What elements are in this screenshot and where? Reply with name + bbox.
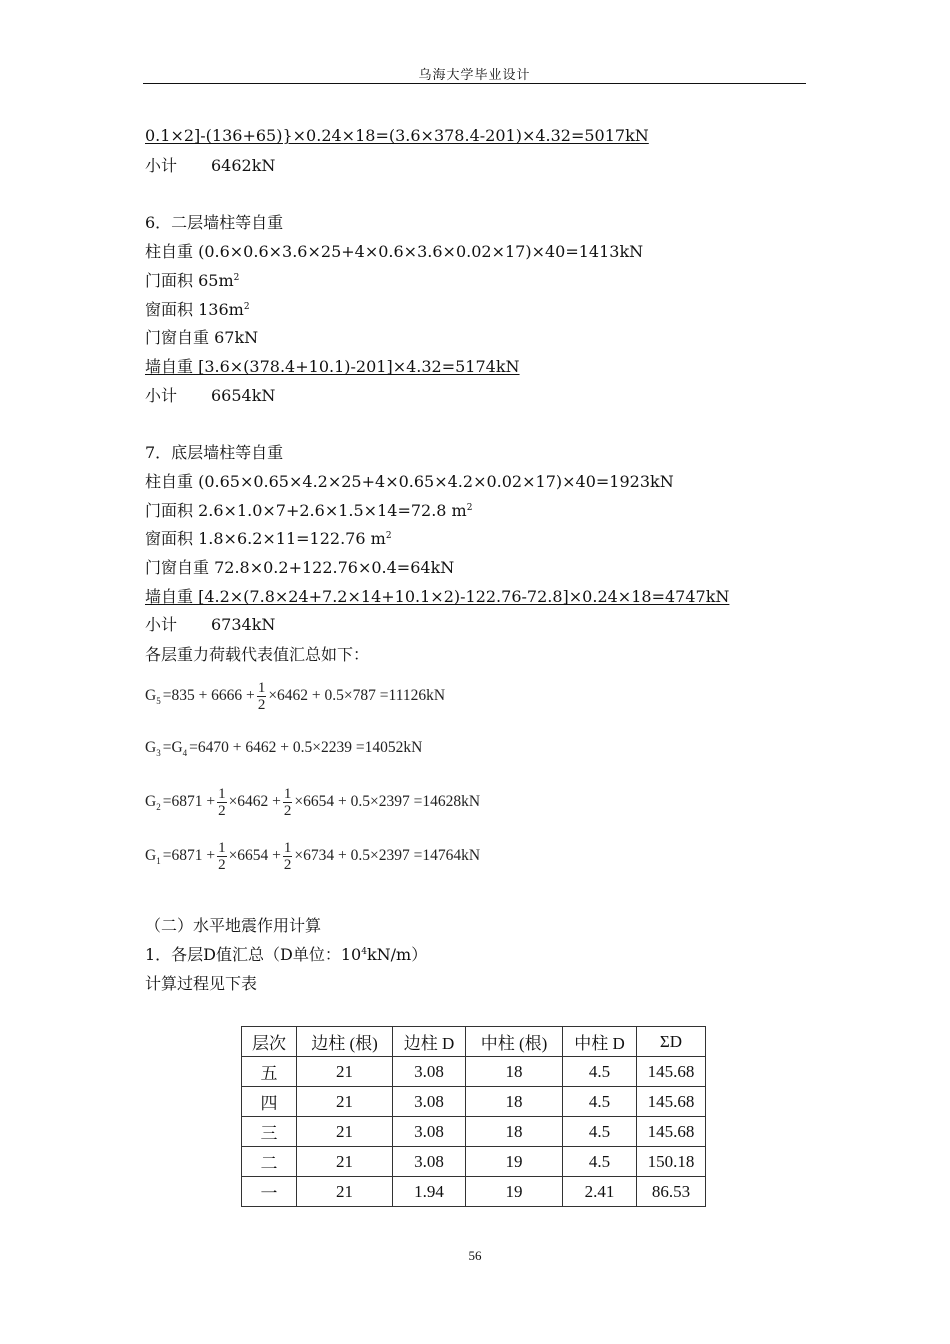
table-cell: 18 (466, 1087, 563, 1117)
table-cell: 145.68 (637, 1087, 706, 1117)
d-value-heading: 1．各层D值汇总（D单位：$10^4kN/m$） (145, 945, 428, 964)
table-cell: 4.5 (563, 1057, 637, 1087)
table-cell: 4.5 (563, 1117, 637, 1147)
fraction: $\frac{1}{2}$ (218, 839, 226, 873)
subtotal-label: 小计 (145, 156, 178, 175)
fraction: $\frac{1}{2}$ (257, 679, 266, 713)
table-cell: 1.94 (393, 1177, 466, 1207)
s6-door-window-weight: 门窗自重 67kN (145, 328, 259, 347)
s6-subtotal: 小计 6654kN (145, 386, 276, 405)
s7-wall-weight: 墙自重 [4.2×(7.8×24+7.2×14+10.1×2)-122.76-72.8]×0.24×18=4747kN (145, 587, 730, 606)
table-row (242, 1117, 706, 1147)
d-value-table (241, 1026, 706, 1207)
table-cell: 21 (297, 1177, 393, 1207)
section-7-title: 7．底层墙柱等自重 (145, 443, 284, 462)
table-cell: 19 (466, 1147, 563, 1177)
table-cell: 86.53 (637, 1177, 706, 1207)
table-cell: 21 (297, 1117, 393, 1147)
page-number: 56 (468, 1248, 482, 1263)
table-cell: 21 (297, 1057, 393, 1087)
table-cell: 3.08 (393, 1057, 466, 1087)
table-cell: 2.41 (563, 1177, 637, 1207)
table-header-cell: 边柱 D (393, 1027, 466, 1057)
equation-g3-g4: G 3 =G 4 =6470 + 6462 + 0.5×2239 =14052kN (145, 739, 423, 758)
table-note: 计算过程见下表 (145, 974, 258, 993)
table-cell: 145.68 (637, 1117, 706, 1147)
table-cell: 18 (466, 1057, 563, 1087)
table-header-cell: 层次 (242, 1027, 297, 1057)
table-row (242, 1057, 706, 1087)
table-cell: 三 (242, 1117, 297, 1147)
table-cell: 3.08 (393, 1087, 466, 1117)
fraction: $\frac{1}{2}$ (283, 785, 292, 819)
table-cell: 145.68 (637, 1057, 706, 1087)
s7-door-window-weight: 门窗自重 72.8×0.2+122.76×0.4=64kN (145, 558, 455, 577)
wall-weight-continuation: 0.1×2]-(136+65)}×0.24×18=(3.6×378.4-201)×4.32=5017kN (145, 126, 649, 145)
table-row (242, 1087, 706, 1117)
equation-g1: G 1 =6871 + $\frac{1}{2}$ ×6654 + $\frac{1}{2}$ ×6734 + 0.5×2397 =14764kN (145, 839, 481, 873)
table-row (242, 1177, 706, 1207)
s7-column-weight: 柱自重 (0.65×0.65×4.2×25+4×0.65×4.2×0.02×17)×40=1923kN (145, 472, 674, 491)
table-header-cell: 边柱 (根) (297, 1027, 393, 1057)
table-header-cell: 中柱 D (563, 1027, 637, 1057)
table-header-row (242, 1027, 706, 1057)
table-cell: 21 (297, 1087, 393, 1117)
table-cell: 4.5 (563, 1087, 637, 1117)
table-cell: 二 (242, 1147, 297, 1177)
table-row (242, 1147, 706, 1177)
subtotal-line (145, 156, 275, 176)
summary-line: 各层重力荷载代表值汇总如下： (145, 645, 370, 664)
table-header-cell: 中柱 (根) (466, 1027, 563, 1057)
table-cell: 150.18 (637, 1147, 706, 1177)
equation-g2: G 2 =6871 + $\frac{1}{2}$ ×6462 + $\frac{1}{2}$ ×6654 + 0.5×2397 =14628kN (145, 785, 481, 819)
fraction: $\frac{1}{2}$ (218, 785, 226, 819)
table-cell: 4.5 (563, 1147, 637, 1177)
s7-window-area: 窗面积 1.8×6.2×11=122.76 $m^2$ (145, 529, 392, 548)
section-6-title: 6．二层墙柱等自重 (145, 213, 284, 232)
fraction: $\frac{1}{2}$ (283, 839, 292, 873)
table-cell: 18 (466, 1117, 563, 1147)
s7-door-area: 门面积 2.6×1.0×7+2.6×1.5×14=72.8 $m^2$ (145, 501, 473, 520)
table-cell: 3.08 (393, 1147, 466, 1177)
s6-column-weight: 柱自重 (0.6×0.6×3.6×25+4×0.6×3.6×0.02×17)×40=1413kN (145, 242, 644, 261)
subtotal-value: 6462kN (211, 156, 276, 175)
table-cell: 五 (242, 1057, 297, 1087)
equation-g5: G 5 =835 + 6666 + $\frac{1}{2}$ ×6462 + 0.5×787 =11126kN (145, 679, 446, 713)
table-cell: 19 (466, 1177, 563, 1207)
section-2-title: （二）水平地震作用计算 (145, 916, 322, 935)
table-cell: 21 (297, 1147, 393, 1177)
table-header-cell: ΣD (637, 1027, 706, 1057)
s6-window-area: 窗面积 $136m^2$ (145, 300, 250, 319)
s6-door-area: 门面积 $65m^2$ (145, 271, 240, 290)
s6-wall-weight: 墙自重 [3.6×(378.4+10.1)-201]×4.32=5174kN (145, 357, 520, 376)
table-cell: 四 (242, 1087, 297, 1117)
header-rule (143, 83, 806, 84)
table-cell: 一 (242, 1177, 297, 1207)
page-header: 乌海大学毕业设计 (418, 68, 531, 83)
table-cell: 3.08 (393, 1117, 466, 1147)
s7-subtotal: 小计 6734kN (145, 615, 276, 634)
